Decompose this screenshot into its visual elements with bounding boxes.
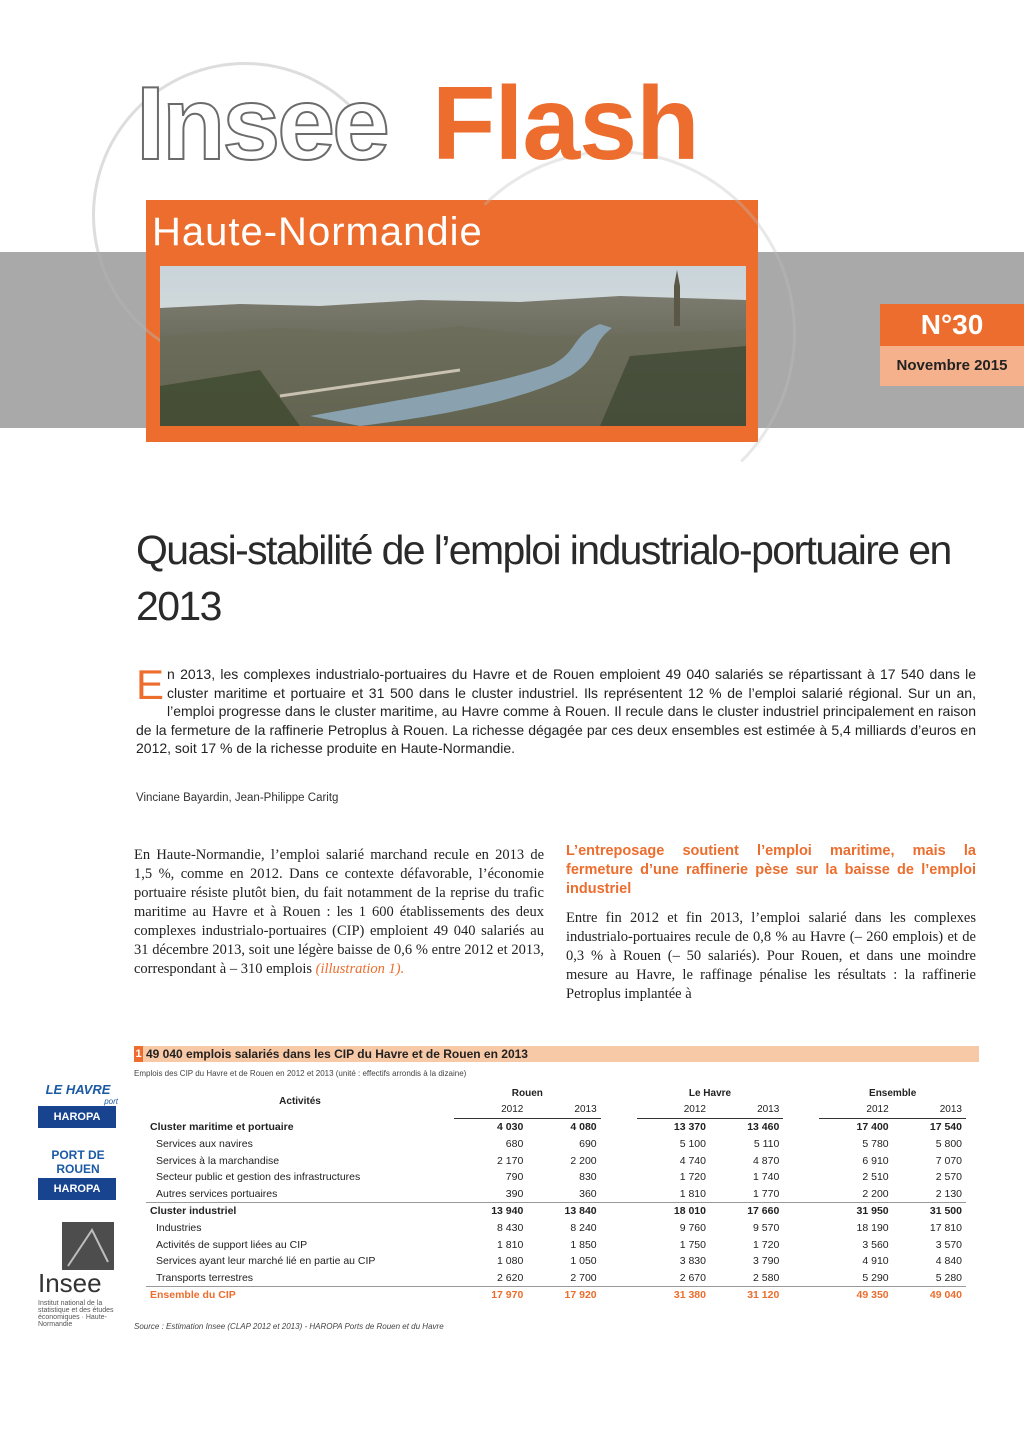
cell-value: 2 700 [570, 1271, 597, 1284]
cell-value: 5 110 [753, 1138, 780, 1151]
lead-text: n 2013, les complexes industrialo-portuaires du Havre et de Rouen emploient 49 040 salariés se répartissant à 17 540 dans le cluster maritime et portuaire et 31 500 dans le cluster industriel. Ils représentent 12 % de l’emploi salarié régional. Sur un an, l’emploi progresse dans le cluster maritime, au Havre comme à Rouen. Il recule dans le cluster industriel principalement en raison de la fermeture de la raffinerie Petroplus à Rouen. La richesse dégagée par ces deux ensembles est estimée à 5,4 milliards d’euros en 2012, soit 17 % de la richesse produite en Haute-Normandie. [136, 666, 976, 756]
year-header: 2012 [637, 1102, 710, 1119]
table-source: Source : Estimation Insee (CLAP 2012 et 2013) - HAROPA Ports de Rouen et du Havre [134, 1322, 444, 1331]
cell-value: 1 720 [753, 1238, 780, 1251]
cell-value: 5 800 [935, 1138, 962, 1151]
cell-value: 3 830 [679, 1255, 706, 1268]
cell-value: 7 070 [935, 1154, 962, 1167]
cell-value: 3 790 [753, 1255, 780, 1268]
cell-value: 6 910 [862, 1154, 889, 1167]
cell-value: 2 510 [862, 1171, 889, 1184]
row-label: Cluster industriel [146, 1203, 454, 1220]
cell-value: 49 040 [893, 1287, 966, 1304]
body-left-column [134, 846, 544, 979]
illustration-reference[interactable]: (illustration 1). [315, 961, 405, 977]
cell-value: 1 810 [679, 1187, 706, 1200]
cell-value: 8 430 [497, 1222, 524, 1235]
cell-value: 31 500 [893, 1203, 966, 1220]
row-label: Services à la marchandise [156, 1154, 280, 1167]
table-row [146, 1186, 966, 1203]
cell-value: 5 100 [679, 1138, 706, 1151]
drop-cap: E [136, 661, 165, 708]
row-label: Services aux navires [156, 1138, 253, 1151]
year-header: 2012 [454, 1102, 527, 1119]
cell-value: 830 [579, 1171, 597, 1184]
cell-value: 4 910 [862, 1255, 889, 1268]
table-row [146, 1253, 966, 1270]
cell-value: 390 [505, 1187, 524, 1200]
row-label: Secteur public et gestion des infrastructures [156, 1171, 361, 1184]
row-label: Transports terrestres [156, 1271, 254, 1284]
year-header: 2013 [527, 1102, 600, 1119]
table-row [146, 1169, 966, 1186]
group-header-le-havre: Le Havre [688, 1087, 732, 1099]
insee-logo-caption: Institut national de la statistique et des études économiques · Haute-Normandie [38, 1300, 114, 1328]
table-row [146, 1236, 966, 1253]
issue-number: N°30 [880, 304, 1024, 346]
cell-value: 17 540 [929, 1121, 962, 1134]
row-label: Industries [156, 1222, 202, 1235]
cell-value: 13 370 [673, 1121, 706, 1134]
row-label: Cluster maritime et portuaire [150, 1121, 294, 1134]
article-lead [136, 661, 976, 758]
cell-value: 8 240 [570, 1222, 597, 1235]
cell-value: 17 400 [856, 1121, 889, 1134]
table-title: 49 040 emplois salariés dans les CIP du Havre et de Rouen en 2013 [146, 1047, 528, 1061]
cell-value: 13 940 [454, 1203, 527, 1220]
cell-value: 49 350 [819, 1287, 892, 1304]
row-label: Ensemble du CIP [146, 1287, 454, 1304]
cell-value: 2 570 [935, 1171, 962, 1184]
group-header-rouen: Rouen [511, 1087, 543, 1099]
body-left-text: En Haute-Normandie, l’emploi salarié marchand recule en 2013 de 1,5 %, comme en 2012. Dans ce contexte défavorable, l’économie portuaire résiste plutôt bien, du fait notamment de la reprise du trafic maritime au Havre et à Rouen : les 1 600 établissements des deux complexes industrialo-portuaires (CIP) emploient 49 040 salariés au 31 décembre 2013, soit une légère baisse de 0,6 % entre 2012 et 2013, correspondant à – 310 emplois [134, 847, 544, 977]
group-header-ensemble: Ensemble [869, 1087, 917, 1099]
brand-flash: Flash [432, 66, 699, 182]
region-name: Haute-Normandie [152, 210, 483, 254]
cell-value: 18 190 [856, 1222, 889, 1235]
table-row [146, 1270, 966, 1287]
employment-table [146, 1085, 966, 1304]
le-havre-port-logo: LE HAVRE port [45, 1082, 118, 1106]
table-subtitle: Emplois des CIP du Havre et de Rouen en 2012 et 2013 (unité : effectifs arrondis à la dizaine) [134, 1069, 467, 1078]
cell-value: 4 030 [497, 1121, 524, 1134]
cell-value: 31 120 [710, 1287, 783, 1304]
table-row [146, 1136, 966, 1153]
cell-value: 4 080 [570, 1121, 597, 1134]
cell-value: 13 460 [747, 1121, 780, 1134]
brand-insee: Insee [136, 66, 387, 182]
cell-value: 4 840 [935, 1255, 962, 1268]
cell-value: 5 780 [862, 1138, 889, 1151]
section-subheading: L’entreposage soutient l’emploi maritime, mais la fermeture d’une raffinerie pèse sur la baisse de l’emploi industriel [566, 843, 976, 897]
table-row [146, 1287, 966, 1304]
city-panorama-photo [160, 266, 746, 426]
cell-value: 2 200 [570, 1154, 597, 1167]
cell-value: 3 560 [862, 1238, 889, 1251]
cell-value: 18 010 [637, 1203, 710, 1220]
cell-value: 680 [505, 1138, 524, 1151]
cell-value: 13 840 [527, 1203, 600, 1220]
cell-value: 5 280 [935, 1271, 962, 1284]
cell-value: 2 580 [753, 1271, 780, 1284]
cell-value: 4 870 [753, 1154, 780, 1167]
port-de-rouen-logo: PORT DE ROUEN [51, 1148, 105, 1176]
year-header: 2012 [819, 1102, 892, 1119]
row-label: Services ayant leur marché lié en partie au CIP [156, 1255, 376, 1268]
authors: Vinciane Bayardin, Jean-Philippe Caritg [136, 792, 339, 804]
haropa-logo: HAROPA [38, 1106, 116, 1128]
cell-value: 3 570 [935, 1238, 962, 1251]
table-row [146, 1203, 966, 1220]
cell-value: 790 [505, 1171, 524, 1184]
cell-value: 5 290 [862, 1271, 889, 1284]
table-row [146, 1152, 966, 1169]
cell-value: 31 950 [819, 1203, 892, 1220]
body-right-column [566, 842, 976, 1004]
cell-value: 1 720 [679, 1171, 706, 1184]
cell-value: 1 850 [570, 1238, 597, 1251]
cell-value: 1 810 [497, 1238, 524, 1251]
cell-value: 1 080 [497, 1255, 524, 1268]
cell-value: 1 050 [570, 1255, 597, 1268]
cell-value: 17 970 [454, 1287, 527, 1304]
cell-value: 1 770 [753, 1187, 780, 1200]
table-number: 1 [135, 1048, 142, 1060]
table-row [146, 1119, 966, 1136]
cell-value: 17 810 [929, 1222, 962, 1235]
col-activities-header: Activités [279, 1096, 321, 1108]
cell-value: 4 740 [679, 1154, 706, 1167]
insee-logo-text: Insee [38, 1268, 102, 1298]
cell-value: 2 620 [497, 1271, 524, 1284]
cell-value: 2 670 [679, 1271, 706, 1284]
cell-value: 690 [579, 1138, 597, 1151]
table-row [146, 1220, 966, 1237]
cell-value: 1 750 [679, 1238, 706, 1251]
cell-value: 17 660 [710, 1203, 783, 1220]
cell-value: 9 760 [679, 1222, 706, 1235]
cell-value: 31 380 [637, 1287, 710, 1304]
cell-value: 2 200 [862, 1187, 889, 1200]
issue-date: Novembre 2015 [880, 346, 1024, 386]
article-title: Quasi-stabilité de l’emploi industrialo-portuaire en 2013 [136, 527, 951, 629]
cell-value: 9 570 [753, 1222, 780, 1235]
cell-value: 360 [579, 1187, 597, 1200]
year-header: 2013 [710, 1102, 783, 1119]
body-right-text: Entre fin 2012 et fin 2013, l’emploi salarié dans les complexes industrialo-portuaires recule de 0,8 % au Havre (– 260 emplois) et de 0,3 % à Rouen (– 50 salariés). Pour Rouen, et dans une moindre mesure au Havre, le raffinage pénalise les résultats : la raffinerie Petroplus implantée à [566, 910, 976, 1002]
row-label: Autres services portuaires [156, 1187, 278, 1200]
cell-value: 17 920 [527, 1287, 600, 1304]
haropa-logo: HAROPA [38, 1178, 116, 1200]
cell-value: 2 170 [497, 1154, 524, 1167]
row-label: Activités de support liées au CIP [156, 1238, 308, 1251]
insee-logo-mark [62, 1222, 114, 1270]
cell-value: 1 740 [753, 1171, 780, 1184]
cell-value: 2 130 [935, 1187, 962, 1200]
year-header: 2013 [893, 1102, 966, 1119]
